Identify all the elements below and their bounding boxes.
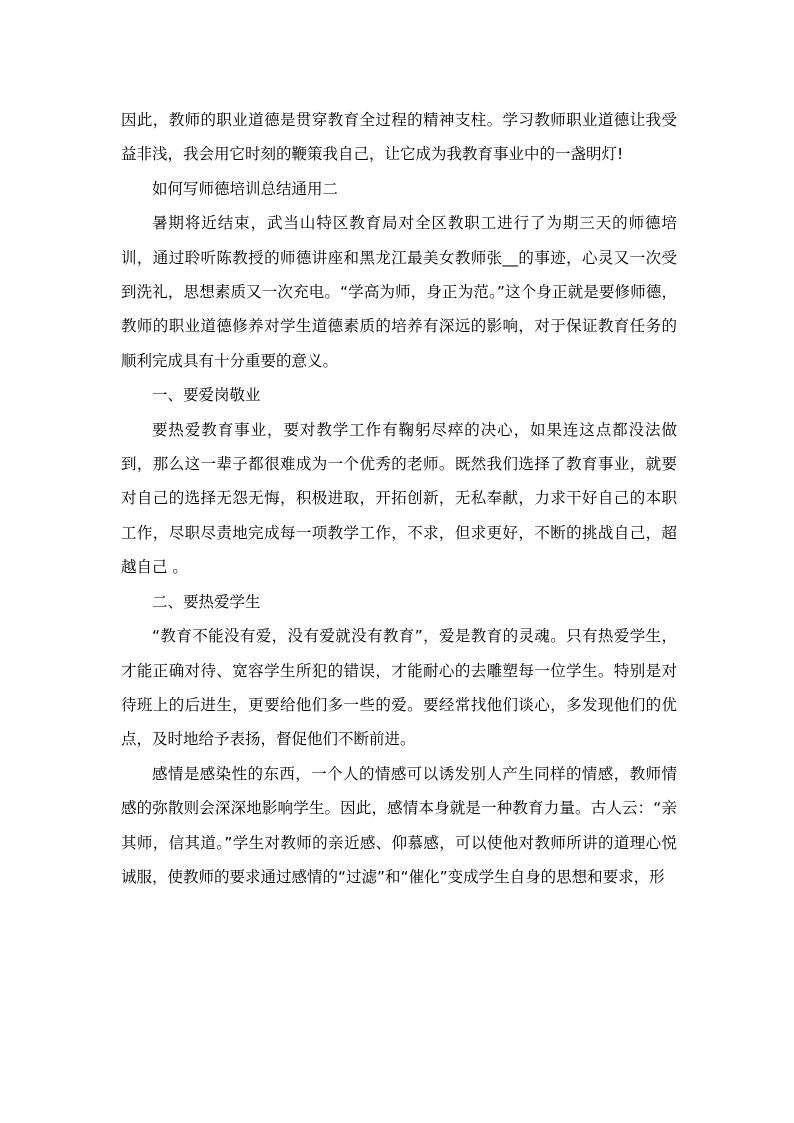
paragraph-emotion: 感情是感染性的东西，一个人的情感可以诱发别人产生同样的情感，教师情感的弥散则会深深地影响学生。因此，感情本身就是一种教育力量。古人云：“亲其师，信其道。”学生对教师的亲近感、仰慕感，可以使他对教师所讲的道理心悦诚服，使教师的要求通过感情的“过滤”和“催化”变成学生自身的思想和要求，形 (121, 764, 677, 886)
paragraph-love-students: “教育不能没有爱，没有爱就没有教育”，爱是教育的灵魂。只有热爱学生，才能正确对待、宽容学生所犯的错误，才能耐心的去雕塑每一位学生。特别是对待班上的后进生，更要给他们多一些的爱。要经常找他们谈心，多发现他们的优点，及时地给予表扬，督促他们不断前进。 (121, 627, 677, 749)
document-body (121, 103, 677, 894)
paragraph-conclusion: 因此，教师的职业道德是贯穿教育全过程的精神支柱。学习教师职业道德让我受益非浅，我会用它时刻的鞭策我自己，让它成为我教育事业中的一盏明灯! (121, 111, 677, 164)
paragraph-intro: 暑期将近结束，武当山特区教育局对全区教职工进行了为期三天的师德培训，通过聆听陈教授的师德讲座和黑龙江最美女教师张__的事迹，心灵又一次受到洗礼，思想素质又一次充电。“学高为师，身正为范。”这个身正就是要修师德，教师的职业道德修养对学生道德素质的培养有深远的影响，对于保证教育任务的顺利完成具有十分重要的意义。 (121, 214, 677, 370)
section-title: 如何写师德培训总结通用二 (152, 179, 339, 198)
heading-love-students: 二、要热爱学生 (152, 592, 261, 611)
paragraph-love-job: 要热爱教育事业，要对教学工作有鞠躬尽瘁的决心，如果连这点都没法做到，那么这一辈子都很难成为一个优秀的老师。既然我们选择了教育事业，就要对自己的选择无怨无悔，积极进取，开拓创新，无私奉献，力求干好自己的本职工作，尽职尽责地完成每一项教学工作，不求，但求更好，不断的挑战自己，超越自己 。 (121, 420, 677, 577)
heading-love-job: 一、要爱岗敬业 (152, 386, 261, 405)
